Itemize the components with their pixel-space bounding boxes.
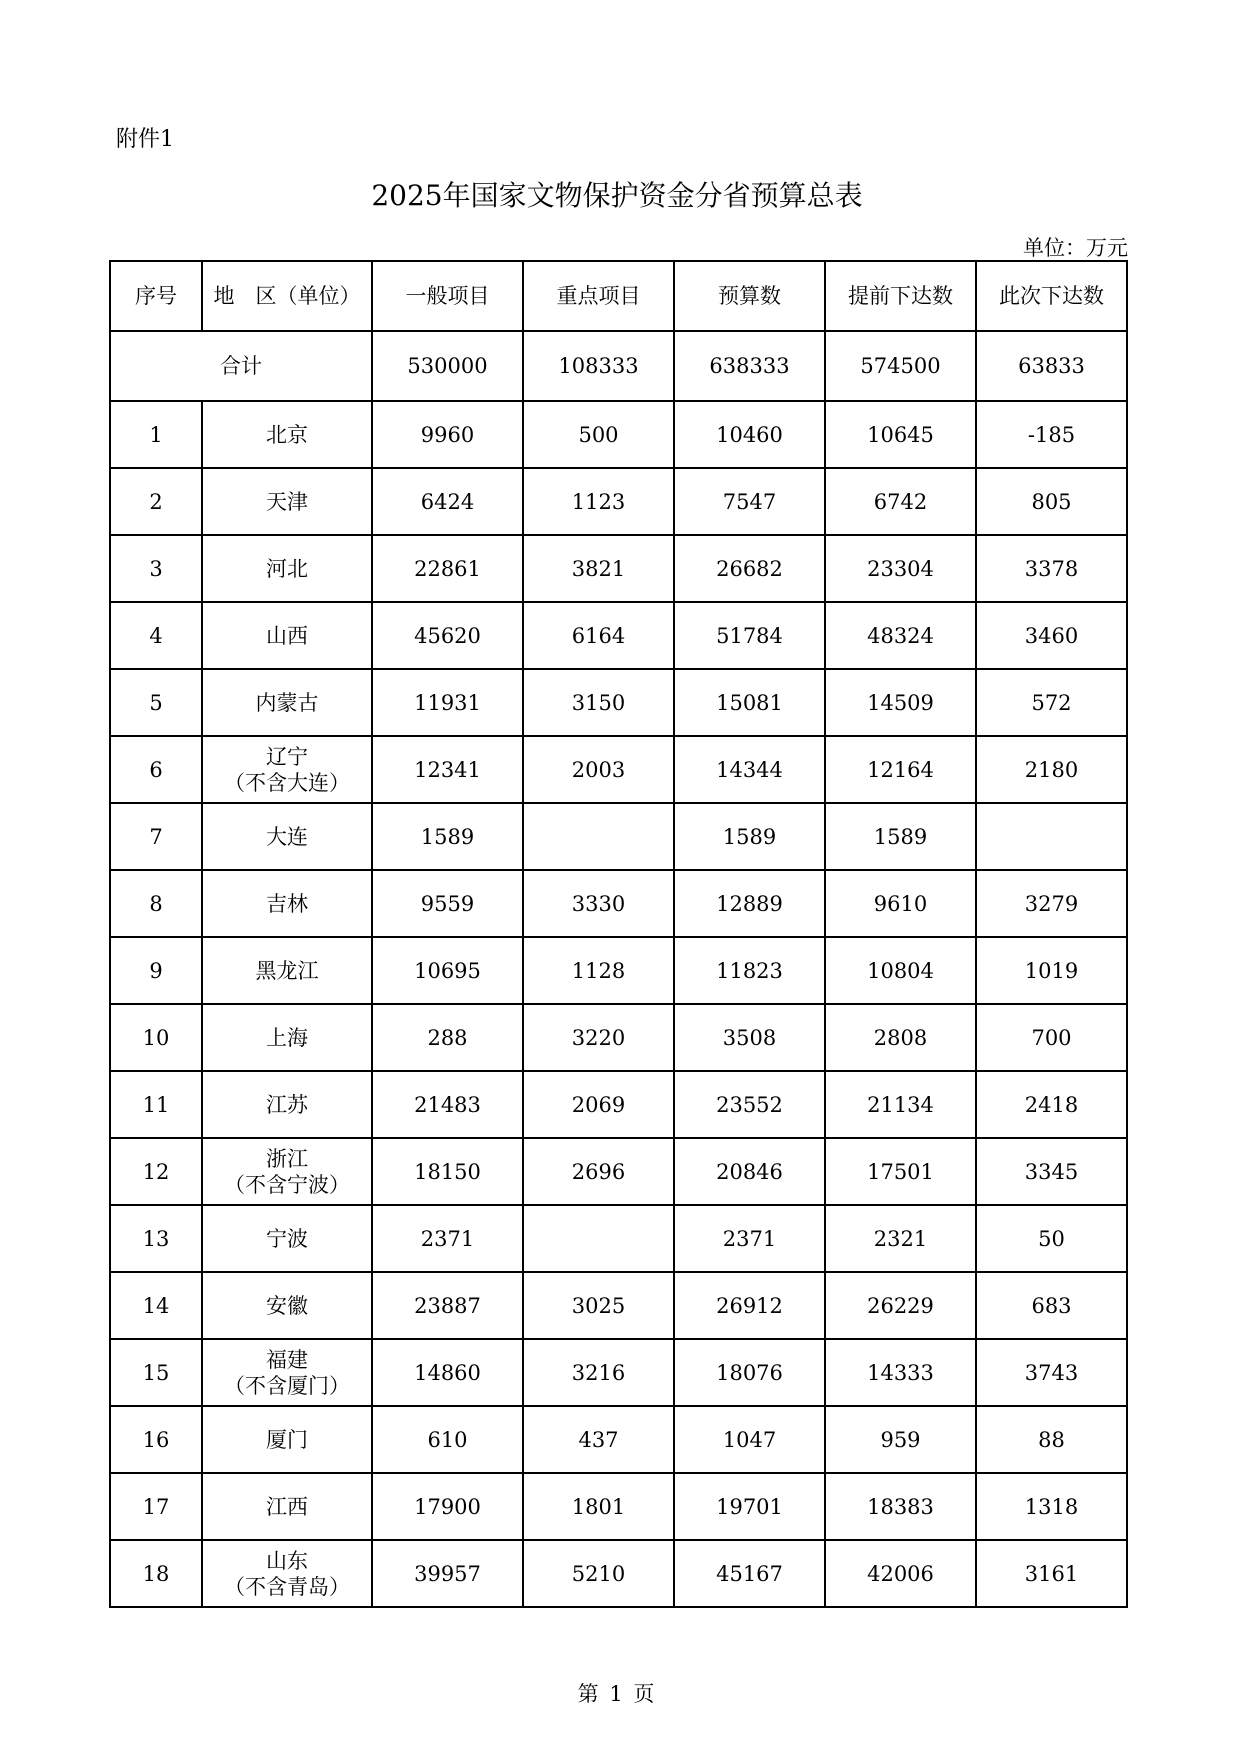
row-general: 288 (372, 1004, 523, 1071)
row-key: 5210 (523, 1540, 674, 1607)
row-seq: 15 (110, 1339, 202, 1406)
region-name: 河北 (266, 556, 308, 581)
row-advance: 14509 (825, 669, 976, 736)
row-region (202, 736, 372, 803)
region-name: 江苏 (266, 1092, 308, 1117)
row-seq: 5 (110, 669, 202, 736)
row-region (202, 1406, 372, 1473)
row-current: 700 (976, 1004, 1127, 1071)
row-advance: 10645 (825, 401, 976, 468)
row-key: 3220 (523, 1004, 674, 1071)
row-budget: 19701 (674, 1473, 825, 1540)
row-key: 1123 (523, 468, 674, 535)
row-general: 17900 (372, 1473, 523, 1540)
row-advance: 9610 (825, 870, 976, 937)
row-seq: 16 (110, 1406, 202, 1473)
region-name: 江西 (266, 1494, 308, 1519)
row-key: 3216 (523, 1339, 674, 1406)
row-general: 9960 (372, 401, 523, 468)
region-name: 辽宁 (266, 744, 308, 769)
region-name: 宁波 (266, 1226, 308, 1251)
row-general: 10695 (372, 937, 523, 1004)
row-general: 6424 (372, 468, 523, 535)
row-general: 18150 (372, 1138, 523, 1205)
row-region (202, 1339, 372, 1406)
header-budget: 预算数 (674, 261, 825, 331)
header-current: 此次下达数 (976, 261, 1127, 331)
region-name: 天津 (266, 489, 308, 514)
budget-table (109, 260, 1128, 1608)
row-key: 1801 (523, 1473, 674, 1540)
row-current: 2180 (976, 736, 1127, 803)
row-current: 572 (976, 669, 1127, 736)
row-region (202, 937, 372, 1004)
row-region (202, 1138, 372, 1205)
row-region (202, 401, 372, 468)
table-row (110, 1138, 1127, 1205)
table-row (110, 1473, 1127, 1540)
row-seq: 17 (110, 1473, 202, 1540)
row-region (202, 535, 372, 602)
region-name: 上海 (266, 1025, 308, 1050)
table-row (110, 401, 1127, 468)
row-current: 2418 (976, 1071, 1127, 1138)
row-budget: 26912 (674, 1272, 825, 1339)
row-key: 3330 (523, 870, 674, 937)
row-budget: 14344 (674, 736, 825, 803)
total-key: 108333 (523, 331, 674, 401)
row-budget: 45167 (674, 1540, 825, 1607)
region-note: （不含厦门） (224, 1373, 350, 1398)
row-general: 9559 (372, 870, 523, 937)
row-key: 6164 (523, 602, 674, 669)
row-key: 3150 (523, 669, 674, 736)
row-advance: 959 (825, 1406, 976, 1473)
row-region (202, 1071, 372, 1138)
region-name: 大连 (266, 824, 308, 849)
row-key: 2003 (523, 736, 674, 803)
row-current: 3161 (976, 1540, 1127, 1607)
row-seq: 13 (110, 1205, 202, 1272)
row-general: 23887 (372, 1272, 523, 1339)
row-budget: 20846 (674, 1138, 825, 1205)
table-row (110, 468, 1127, 535)
table-row (110, 1406, 1127, 1473)
row-key: 500 (523, 401, 674, 468)
row-current: 3279 (976, 870, 1127, 937)
row-current: 3460 (976, 602, 1127, 669)
row-advance: 14333 (825, 1339, 976, 1406)
row-region (202, 602, 372, 669)
row-budget: 15081 (674, 669, 825, 736)
table-row (110, 736, 1127, 803)
row-budget: 10460 (674, 401, 825, 468)
table-row (110, 535, 1127, 602)
row-region (202, 803, 372, 870)
total-general: 530000 (372, 331, 523, 401)
total-budget: 638333 (674, 331, 825, 401)
row-seq: 9 (110, 937, 202, 1004)
region-note: （不含宁波） (224, 1172, 350, 1197)
row-seq: 4 (110, 602, 202, 669)
table-row (110, 1272, 1127, 1339)
region-name: 安徽 (266, 1293, 308, 1318)
unit-label: 单位：万元 (1023, 236, 1128, 260)
region-name: 北京 (266, 422, 308, 447)
row-budget: 2371 (674, 1205, 825, 1272)
page-number: 第 1 页 (577, 1682, 657, 1706)
row-advance: 48324 (825, 602, 976, 669)
table-row (110, 870, 1127, 937)
row-key (523, 803, 674, 870)
attachment-label: 附件1 (116, 127, 174, 152)
row-advance: 17501 (825, 1138, 976, 1205)
row-advance: 2808 (825, 1004, 976, 1071)
row-key (523, 1205, 674, 1272)
row-seq: 6 (110, 736, 202, 803)
region-name: 浙江 (266, 1146, 308, 1171)
row-key: 2696 (523, 1138, 674, 1205)
table-row (110, 1205, 1127, 1272)
row-current: 3378 (976, 535, 1127, 602)
row-region (202, 1540, 372, 1607)
row-current: 805 (976, 468, 1127, 535)
row-general: 610 (372, 1406, 523, 1473)
region-name: 吉林 (266, 891, 308, 916)
page-title: 2025年国家文物保护资金分省预算总表 (371, 179, 863, 212)
row-seq: 12 (110, 1138, 202, 1205)
region-name: 厦门 (266, 1427, 308, 1452)
header-region: 地 区（单位） (202, 261, 372, 331)
row-current: 1318 (976, 1473, 1127, 1540)
row-current: -185 (976, 401, 1127, 468)
row-seq: 2 (110, 468, 202, 535)
row-advance: 12164 (825, 736, 976, 803)
row-seq: 7 (110, 803, 202, 870)
table-row (110, 602, 1127, 669)
table-header-row (110, 261, 1127, 331)
row-region (202, 1272, 372, 1339)
row-region (202, 669, 372, 736)
region-note: （不含青岛） (224, 1574, 350, 1599)
header-seq: 序号 (110, 261, 202, 331)
row-budget: 1047 (674, 1406, 825, 1473)
row-budget: 18076 (674, 1339, 825, 1406)
row-current: 50 (976, 1205, 1127, 1272)
region-name: 山西 (266, 623, 308, 648)
row-advance: 6742 (825, 468, 976, 535)
row-seq: 18 (110, 1540, 202, 1607)
row-general: 21483 (372, 1071, 523, 1138)
table-row (110, 1071, 1127, 1138)
row-current (976, 803, 1127, 870)
row-current: 1019 (976, 937, 1127, 1004)
row-general: 2371 (372, 1205, 523, 1272)
row-seq: 14 (110, 1272, 202, 1339)
row-seq: 11 (110, 1071, 202, 1138)
row-general: 12341 (372, 736, 523, 803)
table-row (110, 803, 1127, 870)
total-current: 63833 (976, 331, 1127, 401)
row-general: 39957 (372, 1540, 523, 1607)
row-budget: 3508 (674, 1004, 825, 1071)
row-budget: 12889 (674, 870, 825, 937)
row-region (202, 870, 372, 937)
row-key: 2069 (523, 1071, 674, 1138)
row-advance: 2321 (825, 1205, 976, 1272)
row-advance: 42006 (825, 1540, 976, 1607)
table-row (110, 937, 1127, 1004)
row-region (202, 1205, 372, 1272)
row-budget: 23552 (674, 1071, 825, 1138)
row-advance: 18383 (825, 1473, 976, 1540)
table-row (110, 669, 1127, 736)
region-name: 黑龙江 (255, 958, 319, 983)
row-general: 1589 (372, 803, 523, 870)
table-row (110, 1540, 1127, 1607)
region-name: 山东 (266, 1548, 308, 1573)
row-key: 3821 (523, 535, 674, 602)
row-key: 437 (523, 1406, 674, 1473)
row-advance: 26229 (825, 1272, 976, 1339)
region-name: 福建 (266, 1347, 308, 1372)
row-advance: 21134 (825, 1071, 976, 1138)
row-general: 14860 (372, 1339, 523, 1406)
row-region (202, 1473, 372, 1540)
region-name: 内蒙古 (255, 690, 319, 715)
header-general: 一般项目 (372, 261, 523, 331)
total-row (110, 331, 1127, 401)
row-region (202, 468, 372, 535)
row-general: 45620 (372, 602, 523, 669)
total-label: 合计 (110, 331, 372, 401)
row-budget: 51784 (674, 602, 825, 669)
row-key: 3025 (523, 1272, 674, 1339)
row-budget: 1589 (674, 803, 825, 870)
row-key: 1128 (523, 937, 674, 1004)
row-advance: 1589 (825, 803, 976, 870)
row-budget: 11823 (674, 937, 825, 1004)
total-advance: 574500 (825, 331, 976, 401)
row-advance: 10804 (825, 937, 976, 1004)
header-advance: 提前下达数 (825, 261, 976, 331)
row-current: 683 (976, 1272, 1127, 1339)
header-key: 重点项目 (523, 261, 674, 331)
row-seq: 1 (110, 401, 202, 468)
row-region (202, 1004, 372, 1071)
row-seq: 10 (110, 1004, 202, 1071)
region-note: （不含大连） (224, 770, 350, 795)
row-current: 88 (976, 1406, 1127, 1473)
row-seq: 8 (110, 870, 202, 937)
row-advance: 23304 (825, 535, 976, 602)
row-budget: 7547 (674, 468, 825, 535)
row-general: 22861 (372, 535, 523, 602)
table-row (110, 1339, 1127, 1406)
row-budget: 26682 (674, 535, 825, 602)
row-seq: 3 (110, 535, 202, 602)
table-row (110, 1004, 1127, 1071)
row-general: 11931 (372, 669, 523, 736)
row-current: 3743 (976, 1339, 1127, 1406)
row-current: 3345 (976, 1138, 1127, 1205)
